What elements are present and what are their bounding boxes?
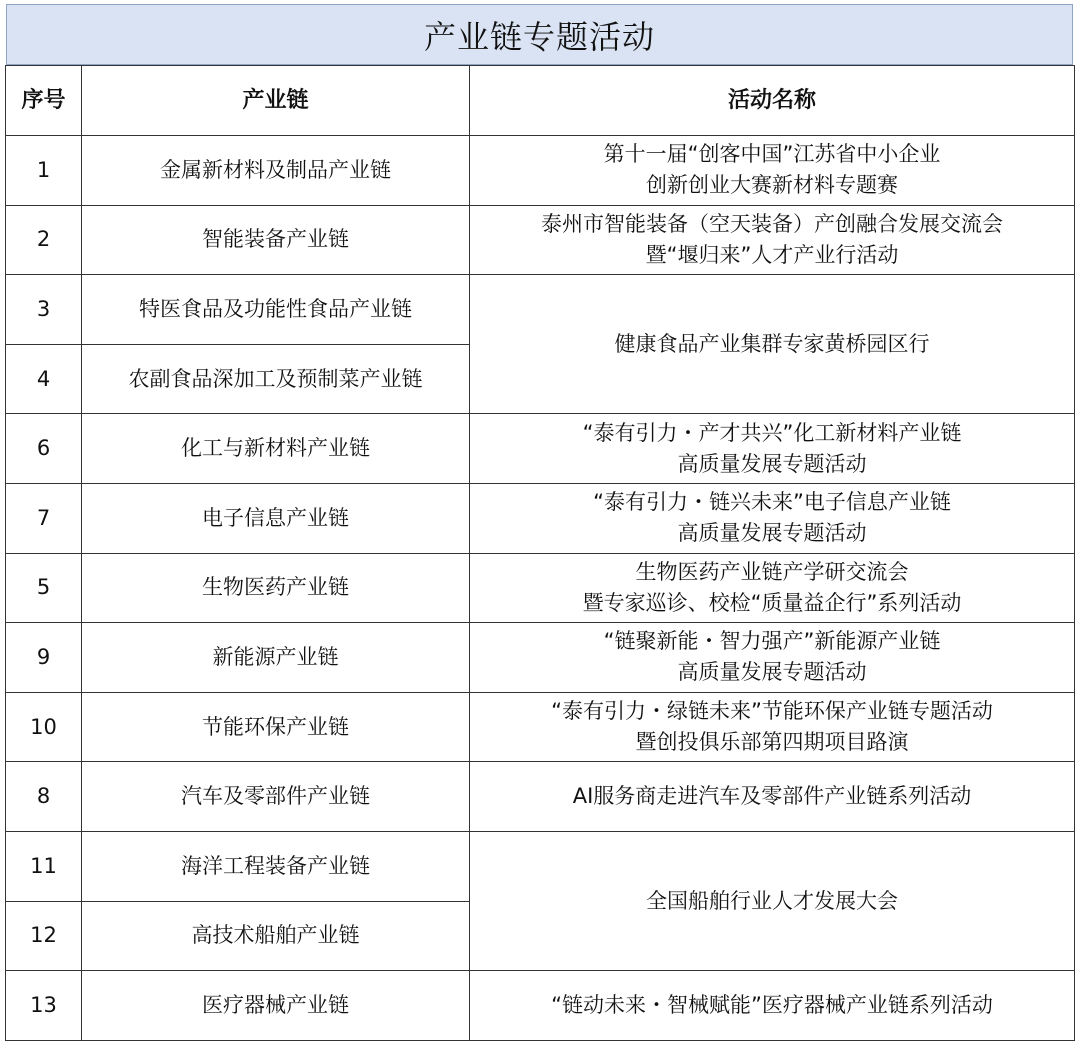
activity-line: 暨专家巡诊、校检“质量益企行”系列活动 — [582, 590, 962, 615]
row-activity — [470, 483, 1075, 553]
header-activity: 活动名称 — [470, 66, 1075, 136]
row-chain: 农副食品深加工及预制菜产业链 — [82, 344, 470, 414]
activity-line: 全国船舶行业人才发展大会 — [646, 888, 898, 913]
row-chain: 新能源产业链 — [82, 623, 470, 693]
header-no: 序号 — [6, 66, 82, 136]
table-row — [6, 553, 1075, 623]
row-activity — [470, 623, 1075, 693]
table-row — [6, 275, 1075, 345]
row-number: 10 — [6, 692, 82, 762]
row-number: 13 — [6, 971, 82, 1041]
header-chain: 产业链 — [82, 66, 470, 136]
activity-line: “泰有引力・链兴未来”电子信息产业链 — [593, 490, 951, 515]
activity-line: “链聚新能・智力强产”新能源产业链 — [603, 629, 941, 654]
page-title: 产业链专题活动 — [6, 4, 1073, 65]
row-activity — [470, 692, 1075, 762]
row-number: 4 — [6, 344, 82, 414]
activity-line: 暨创投俱乐部第四期项目路演 — [635, 730, 909, 755]
activity-line: 暨“堰归来”人才产业行活动 — [645, 242, 899, 267]
row-number: 2 — [6, 205, 82, 275]
row-activity — [470, 136, 1075, 206]
table-row — [6, 483, 1075, 553]
row-chain: 医疗器械产业链 — [82, 971, 470, 1041]
activity-line: 第十一届“创客中国”江苏省中小企业 — [603, 142, 941, 167]
row-number: 7 — [6, 483, 82, 553]
table-row — [6, 623, 1075, 693]
row-chain: 电子信息产业链 — [82, 483, 470, 553]
row-chain: 智能装备产业链 — [82, 205, 470, 275]
row-number: 1 — [6, 136, 82, 206]
table-header-row — [6, 66, 1075, 136]
table-row — [6, 762, 1075, 832]
row-chain: 高技术船舶产业链 — [82, 901, 470, 971]
row-number: 9 — [6, 623, 82, 693]
row-activity — [470, 205, 1075, 275]
activity-line: 生物医药产业链产学研交流会 — [635, 559, 909, 584]
row-chain: 金属新材料及制品产业链 — [82, 136, 470, 206]
activity-line: 创新创业大赛新材料专题赛 — [646, 173, 898, 198]
row-activity — [470, 414, 1075, 484]
activity-line: 泰州市智能装备（空天装备）产创融合发展交流会 — [541, 211, 1003, 236]
row-activity — [470, 275, 1075, 414]
activity-line: 高质量发展专题活动 — [677, 521, 867, 546]
table-row — [6, 831, 1075, 901]
table-row — [6, 414, 1075, 484]
row-number: 6 — [6, 414, 82, 484]
activity-line: AI服务商走进汽车及零部件产业链系列活动 — [572, 784, 972, 809]
row-chain: 海洋工程装备产业链 — [82, 831, 470, 901]
activity-line: “泰有引力・产才共兴”化工新材料产业链 — [582, 420, 962, 445]
row-chain: 生物医药产业链 — [82, 553, 470, 623]
row-chain: 汽车及零部件产业链 — [82, 762, 470, 832]
table-row — [6, 205, 1075, 275]
table-row — [6, 136, 1075, 206]
row-chain: 特医食品及功能性食品产业链 — [82, 275, 470, 345]
row-chain: 化工与新材料产业链 — [82, 414, 470, 484]
row-number: 12 — [6, 901, 82, 971]
row-activity — [470, 553, 1075, 623]
row-activity — [470, 762, 1075, 832]
row-number: 3 — [6, 275, 82, 345]
row-number: 5 — [6, 553, 82, 623]
row-activity — [470, 971, 1075, 1041]
activity-line: “链动未来・智械赋能”医疗器械产业链系列活动 — [551, 992, 993, 1017]
table-row — [6, 692, 1075, 762]
row-chain: 节能环保产业链 — [82, 692, 470, 762]
row-number: 11 — [6, 831, 82, 901]
activity-line: 高质量发展专题活动 — [677, 451, 867, 476]
table-row — [6, 971, 1075, 1041]
activity-line: 健康食品产业集群专家黄桥园区行 — [614, 331, 930, 356]
activity-table — [5, 65, 1075, 1041]
activity-line: 高质量发展专题活动 — [677, 660, 867, 685]
activity-line: “泰有引力・绿链未来”节能环保产业链专题活动 — [551, 699, 993, 724]
row-activity — [470, 831, 1075, 970]
row-number: 8 — [6, 762, 82, 832]
